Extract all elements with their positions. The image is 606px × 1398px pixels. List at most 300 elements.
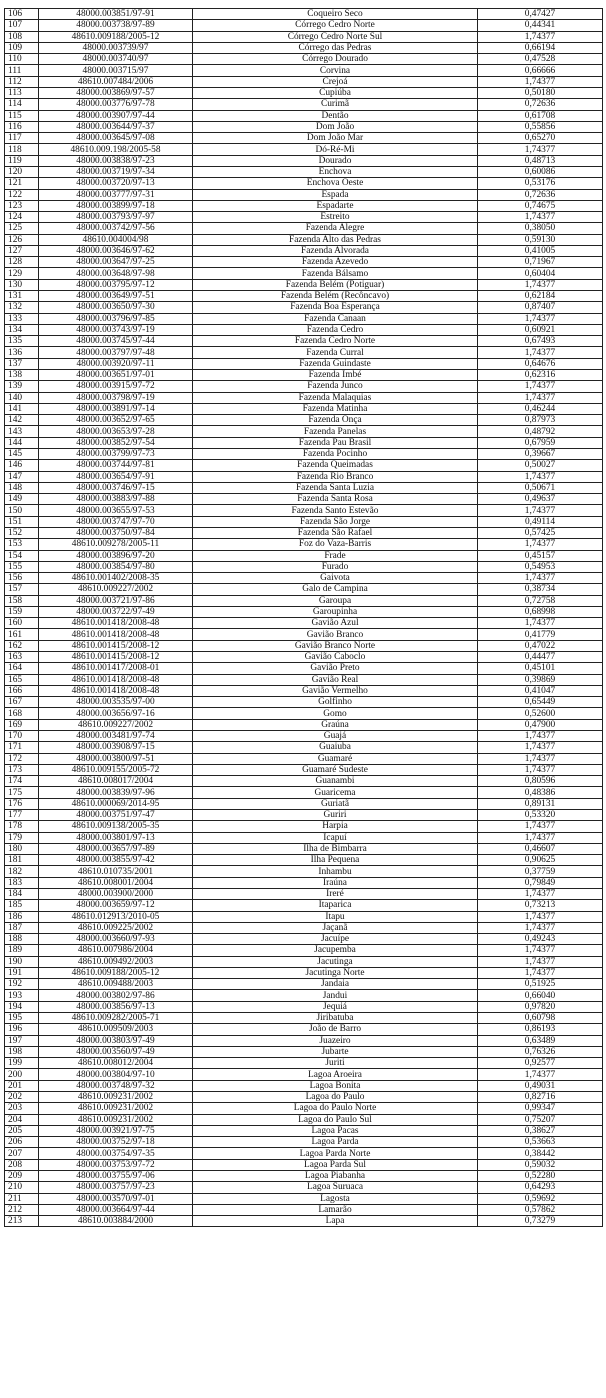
row-number-cell: 175: [5, 787, 39, 798]
row-number-cell: 112: [5, 76, 39, 87]
row-number-cell: 152: [5, 527, 39, 538]
value-cell: 0,41005: [478, 245, 603, 256]
table-row: [5, 843, 603, 854]
value-cell: 0,59130: [478, 234, 603, 245]
process-number-cell: 48610.009231/2002: [39, 1103, 193, 1114]
table-row: [5, 911, 603, 922]
value-cell: 0,48792: [478, 426, 603, 437]
process-number-cell: 48000.003715/97: [39, 65, 193, 76]
value-cell: 1,74377: [478, 212, 603, 223]
row-number-cell: 208: [5, 1159, 39, 1170]
field-name-cell: Icapuí: [193, 832, 478, 843]
field-name-cell: Juazeiro: [193, 1035, 478, 1046]
process-number-cell: 48000.003752/97-18: [39, 1137, 193, 1148]
value-cell: 0,92577: [478, 1058, 603, 1069]
value-cell: 0,51925: [478, 979, 603, 990]
field-name-cell: Enchova: [193, 166, 478, 177]
field-name-cell: Guaricema: [193, 787, 478, 798]
field-name-cell: Fazenda Santa Rosa: [193, 494, 478, 505]
row-number-cell: 180: [5, 843, 39, 854]
data-table: [4, 8, 603, 1227]
value-cell: 0,59692: [478, 1193, 603, 1204]
field-name-cell: Enchova Oeste: [193, 178, 478, 189]
value-cell: 0,38442: [478, 1148, 603, 1159]
table-row: [5, 189, 603, 200]
value-cell: 0,65449: [478, 697, 603, 708]
field-name-cell: Juriti: [193, 1058, 478, 1069]
row-number-cell: 123: [5, 200, 39, 211]
process-number-cell: 48000.003659/97-12: [39, 900, 193, 911]
value-cell: 0,45157: [478, 550, 603, 561]
table-row: [5, 460, 603, 471]
field-name-cell: Itapu: [193, 911, 478, 922]
table-row: [5, 257, 603, 268]
table-row: [5, 809, 603, 820]
table-row: [5, 494, 603, 505]
field-name-cell: Gavião Branco Norte: [193, 640, 478, 651]
row-number-cell: 192: [5, 979, 39, 990]
table-row: [5, 482, 603, 493]
value-cell: 0,60086: [478, 166, 603, 177]
process-number-cell: 48000.003738/97-89: [39, 20, 193, 31]
value-cell: 0,66666: [478, 65, 603, 76]
value-cell: 1,74377: [478, 1069, 603, 1080]
table-row: [5, 1024, 603, 1035]
row-number-cell: 202: [5, 1092, 39, 1103]
process-number-cell: 48000.003535/97-00: [39, 697, 193, 708]
row-number-cell: 127: [5, 245, 39, 256]
value-cell: 0,72636: [478, 189, 603, 200]
table-row: [5, 1103, 603, 1114]
value-cell: 1,74377: [478, 347, 603, 358]
field-name-cell: Fazenda Junco: [193, 381, 478, 392]
process-number-cell: 48610.009509/2003: [39, 1024, 193, 1035]
process-number-cell: 48610.001415/2008-12: [39, 640, 193, 651]
value-cell: 0,65270: [478, 133, 603, 144]
table-row: [5, 866, 603, 877]
row-number-cell: 199: [5, 1058, 39, 1069]
process-number-cell: 48000.003560/97-49: [39, 1046, 193, 1057]
field-name-cell: Lagoa do Paulo Norte: [193, 1103, 478, 1114]
value-cell: 0,62184: [478, 291, 603, 302]
value-cell: 0,82716: [478, 1092, 603, 1103]
table-row: [5, 606, 603, 617]
value-cell: 0,38734: [478, 584, 603, 595]
table-row: [5, 65, 603, 76]
process-number-cell: 48610.001418/2008-48: [39, 618, 193, 629]
row-number-cell: 195: [5, 1013, 39, 1024]
table-row: [5, 1092, 603, 1103]
table-row: [5, 629, 603, 640]
field-name-cell: Fazenda Pau Brasil: [193, 437, 478, 448]
value-cell: 0,47022: [478, 640, 603, 651]
table-row: [5, 20, 603, 31]
table-row: [5, 674, 603, 685]
row-number-cell: 171: [5, 742, 39, 753]
value-cell: 1,74377: [478, 505, 603, 516]
table-row: [5, 155, 603, 166]
process-number-cell: 48610.010735/2001: [39, 866, 193, 877]
table-row: [5, 618, 603, 629]
table-row: [5, 426, 603, 437]
row-number-cell: 133: [5, 313, 39, 324]
table-row: [5, 291, 603, 302]
field-name-cell: Fazenda Cedro: [193, 324, 478, 335]
field-name-cell: Lagoa do Paulo Sul: [193, 1114, 478, 1125]
table-row: [5, 1216, 603, 1227]
process-number-cell: 48000.003804/97-10: [39, 1069, 193, 1080]
table-row: [5, 1182, 603, 1193]
table-row: [5, 471, 603, 482]
value-cell: 0,44341: [478, 20, 603, 31]
field-name-cell: Lamarão: [193, 1204, 478, 1215]
table-row: [5, 934, 603, 945]
table-row: [5, 685, 603, 696]
field-name-cell: Iraúna: [193, 877, 478, 888]
row-number-cell: 132: [5, 302, 39, 313]
row-number-cell: 140: [5, 392, 39, 403]
field-name-cell: Dourado: [193, 155, 478, 166]
process-number-cell: 48000.003748/97-32: [39, 1080, 193, 1091]
field-name-cell: Gavião Real: [193, 674, 478, 685]
field-name-cell: Córrego Cedro Norte Sul: [193, 31, 478, 42]
table-row: [5, 1170, 603, 1181]
value-cell: 0,50671: [478, 482, 603, 493]
field-name-cell: Fazenda Queimadas: [193, 460, 478, 471]
value-cell: 1,74377: [478, 618, 603, 629]
field-name-cell: Fazenda Guindaste: [193, 358, 478, 369]
value-cell: 0,71967: [478, 257, 603, 268]
field-name-cell: Gavião Branco: [193, 629, 478, 640]
process-number-cell: 48610.003884/2000: [39, 1216, 193, 1227]
row-number-cell: 139: [5, 381, 39, 392]
row-number-cell: 174: [5, 776, 39, 787]
process-number-cell: 48000.003753/97-72: [39, 1159, 193, 1170]
row-number-cell: 125: [5, 223, 39, 234]
process-number-cell: 48610.009231/2002: [39, 1114, 193, 1125]
value-cell: 0,80596: [478, 776, 603, 787]
row-number-cell: 193: [5, 990, 39, 1001]
value-cell: 0,66040: [478, 990, 603, 1001]
table-row: [5, 1204, 603, 1215]
table-row: [5, 1148, 603, 1159]
row-number-cell: 117: [5, 133, 39, 144]
value-cell: 0,61708: [478, 110, 603, 121]
table-row: [5, 719, 603, 730]
process-number-cell: 48610.008012/2004: [39, 1058, 193, 1069]
row-number-cell: 183: [5, 877, 39, 888]
field-name-cell: Fazenda Bálsamo: [193, 268, 478, 279]
process-number-cell: 48610.008017/2004: [39, 776, 193, 787]
row-number-cell: 111: [5, 65, 39, 76]
value-cell: 1,74377: [478, 945, 603, 956]
value-cell: 1,74377: [478, 539, 603, 550]
process-number-cell: 48000.003750/97-84: [39, 527, 193, 538]
table-row: [5, 731, 603, 742]
process-number-cell: 48610.001418/2008-48: [39, 685, 193, 696]
value-cell: 1,74377: [478, 76, 603, 87]
process-number-cell: 48000.003645/97-08: [39, 133, 193, 144]
field-name-cell: Jandaia: [193, 979, 478, 990]
field-name-cell: Fazenda Matinha: [193, 403, 478, 414]
table-row: [5, 234, 603, 245]
process-number-cell: 48000.003891/97-14: [39, 403, 193, 414]
field-name-cell: Jacuípe: [193, 934, 478, 945]
value-cell: 1,74377: [478, 742, 603, 753]
row-number-cell: 173: [5, 764, 39, 775]
row-number-cell: 181: [5, 855, 39, 866]
row-number-cell: 167: [5, 697, 39, 708]
field-name-cell: Guriri: [193, 809, 478, 820]
row-number-cell: 176: [5, 798, 39, 809]
row-number-cell: 124: [5, 212, 39, 223]
table-row: [5, 798, 603, 809]
field-name-cell: Córrego Dourado: [193, 54, 478, 65]
field-name-cell: Gomo: [193, 708, 478, 719]
table-row: [5, 595, 603, 606]
process-number-cell: 48000.003656/97-16: [39, 708, 193, 719]
row-number-cell: 143: [5, 426, 39, 437]
process-number-cell: 48000.003852/97-54: [39, 437, 193, 448]
process-number-cell: 48000.003646/97-62: [39, 245, 193, 256]
row-number-cell: 145: [5, 448, 39, 459]
table-row: [5, 922, 603, 933]
table-row: [5, 888, 603, 899]
table-row: [5, 967, 603, 978]
process-number-cell: 48000.003652/97-65: [39, 415, 193, 426]
table-row: [5, 76, 603, 87]
value-cell: 0,53176: [478, 178, 603, 189]
value-cell: 0,89131: [478, 798, 603, 809]
table-row: [5, 448, 603, 459]
process-number-cell: 48000.003777/97-31: [39, 189, 193, 200]
value-cell: 0,60921: [478, 324, 603, 335]
field-name-cell: Guriatã: [193, 798, 478, 809]
value-cell: 0,66194: [478, 42, 603, 53]
table-row: [5, 415, 603, 426]
row-number-cell: 182: [5, 866, 39, 877]
process-number-cell: 48000.003743/97-19: [39, 324, 193, 335]
table-row: [5, 370, 603, 381]
value-cell: 0,72636: [478, 99, 603, 110]
process-number-cell: 48000.003654/97-91: [39, 471, 193, 482]
process-number-cell: 48000.003744/97-81: [39, 460, 193, 471]
field-name-cell: Fazenda Curral: [193, 347, 478, 358]
process-number-cell: 48000.003851/97-91: [39, 9, 193, 20]
process-number-cell: 48000.003799/97-73: [39, 448, 193, 459]
table-row: [5, 178, 603, 189]
value-cell: 1,74377: [478, 753, 603, 764]
table-row: [5, 956, 603, 967]
value-cell: 0,73213: [478, 900, 603, 911]
field-name-cell: Frade: [193, 550, 478, 561]
table-row: [5, 900, 603, 911]
process-number-cell: 48610.012913/2010-05: [39, 911, 193, 922]
table-row: [5, 573, 603, 584]
process-number-cell: 48000.003907/97-44: [39, 110, 193, 121]
table-row: [5, 539, 603, 550]
value-cell: 1,74377: [478, 471, 603, 482]
process-number-cell: 48000.003644/97-37: [39, 121, 193, 132]
process-number-cell: 48000.003739/97: [39, 42, 193, 53]
row-number-cell: 134: [5, 324, 39, 335]
process-number-cell: 48610.009225/2002: [39, 922, 193, 933]
value-cell: 0,64293: [478, 1182, 603, 1193]
row-number-cell: 150: [5, 505, 39, 516]
row-number-cell: 209: [5, 1170, 39, 1181]
table-row: [5, 584, 603, 595]
process-number-cell: 48610.009188/2005-12: [39, 967, 193, 978]
process-number-cell: 48610.009227/2002: [39, 719, 193, 730]
process-number-cell: 48000.003795/97-12: [39, 279, 193, 290]
value-cell: 1,74377: [478, 911, 603, 922]
process-number-cell: 48000.003746/97-15: [39, 482, 193, 493]
process-number-cell: 48000.003745/97-44: [39, 336, 193, 347]
field-name-cell: Dom João: [193, 121, 478, 132]
value-cell: 0,87407: [478, 302, 603, 313]
table-row: [5, 245, 603, 256]
table-row: [5, 87, 603, 98]
value-cell: 1,74377: [478, 731, 603, 742]
process-number-cell: 48000.003899/97-18: [39, 200, 193, 211]
value-cell: 0,57862: [478, 1204, 603, 1215]
field-name-cell: João de Barro: [193, 1024, 478, 1035]
row-number-cell: 120: [5, 166, 39, 177]
value-cell: 0,47528: [478, 54, 603, 65]
process-number-cell: 48610.000069/2014-95: [39, 798, 193, 809]
table-row: [5, 1001, 603, 1012]
table-row: [5, 561, 603, 572]
process-number-cell: 48610.001418/2008-48: [39, 674, 193, 685]
value-cell: 1,74377: [478, 144, 603, 155]
field-name-cell: Foz do Vaza-Barris: [193, 539, 478, 550]
row-number-cell: 177: [5, 809, 39, 820]
row-number-cell: 154: [5, 550, 39, 561]
field-name-cell: Espada: [193, 189, 478, 200]
row-number-cell: 207: [5, 1148, 39, 1159]
field-name-cell: Galo de Campina: [193, 584, 478, 595]
table-row: [5, 1193, 603, 1204]
table-row: [5, 336, 603, 347]
field-name-cell: Coqueiro Seco: [193, 9, 478, 20]
process-number-cell: 48000.003869/97-57: [39, 87, 193, 98]
field-name-cell: Fazenda Santo Estevão: [193, 505, 478, 516]
field-name-cell: Lagosta: [193, 1193, 478, 1204]
field-name-cell: Fazenda Belém (Potiguar): [193, 279, 478, 290]
table-row: [5, 1159, 603, 1170]
row-number-cell: 191: [5, 967, 39, 978]
process-number-cell: 48610.009231/2002: [39, 1092, 193, 1103]
value-cell: 0,39667: [478, 448, 603, 459]
process-number-cell: 48000.003883/97-88: [39, 494, 193, 505]
table-row: [5, 742, 603, 753]
row-number-cell: 206: [5, 1137, 39, 1148]
process-number-cell: 48610.009227/2002: [39, 584, 193, 595]
field-name-cell: Córrego Cedro Norte: [193, 20, 478, 31]
value-cell: 0,59032: [478, 1159, 603, 1170]
field-name-cell: Lagoa Pacas: [193, 1125, 478, 1136]
field-name-cell: Jandui: [193, 990, 478, 1001]
process-number-cell: 48000.003896/97-20: [39, 550, 193, 561]
table-row: [5, 212, 603, 223]
table-row: [5, 313, 603, 324]
process-number-cell: 48000.003776/97-78: [39, 99, 193, 110]
row-number-cell: 158: [5, 595, 39, 606]
value-cell: 0,52280: [478, 1170, 603, 1181]
row-number-cell: 128: [5, 257, 39, 268]
field-name-cell: Fazenda Panelas: [193, 426, 478, 437]
process-number-cell: 48000.003742/97-56: [39, 223, 193, 234]
field-name-cell: Fazenda Alegre: [193, 223, 478, 234]
table-row: [5, 753, 603, 764]
field-name-cell: Fazenda Belém (Recôncavo): [193, 291, 478, 302]
row-number-cell: 197: [5, 1035, 39, 1046]
field-name-cell: Ilha Pequena: [193, 855, 478, 866]
process-number-cell: 48610.001417/2008-01: [39, 663, 193, 674]
row-number-cell: 157: [5, 584, 39, 595]
process-number-cell: 48610.009282/2005-71: [39, 1013, 193, 1024]
process-number-cell: 48610.001418/2008-48: [39, 629, 193, 640]
value-cell: 0,73279: [478, 1216, 603, 1227]
process-number-cell: 48000.003920/97-11: [39, 358, 193, 369]
process-number-cell: 48000.003719/97-34: [39, 166, 193, 177]
table-row: [5, 31, 603, 42]
row-number-cell: 106: [5, 9, 39, 20]
field-name-cell: Lapa: [193, 1216, 478, 1227]
process-number-cell: 48000.003722/97-49: [39, 606, 193, 617]
table-row: [5, 324, 603, 335]
process-number-cell: 48610.009138/2005-35: [39, 821, 193, 832]
table-row: [5, 42, 603, 53]
value-cell: 0,90625: [478, 855, 603, 866]
process-number-cell: 48000.003570/97-01: [39, 1193, 193, 1204]
table-row: [5, 392, 603, 403]
row-number-cell: 115: [5, 110, 39, 121]
field-name-cell: Gavião Azul: [193, 618, 478, 629]
row-number-cell: 114: [5, 99, 39, 110]
table-row: [5, 945, 603, 956]
process-number-cell: 48000.003757/97-23: [39, 1182, 193, 1193]
process-number-cell: 48000.003481/97-74: [39, 731, 193, 742]
row-number-cell: 200: [5, 1069, 39, 1080]
row-number-cell: 118: [5, 144, 39, 155]
row-number-cell: 146: [5, 460, 39, 471]
row-number-cell: 156: [5, 573, 39, 584]
row-number-cell: 189: [5, 945, 39, 956]
field-name-cell: Lagoa Parda Norte: [193, 1148, 478, 1159]
process-number-cell: 48000.003655/97-53: [39, 505, 193, 516]
table-row: [5, 990, 603, 1001]
value-cell: 1,74377: [478, 313, 603, 324]
value-cell: 1,74377: [478, 922, 603, 933]
table-row: [5, 697, 603, 708]
process-number-cell: 48610.009488/2003: [39, 979, 193, 990]
process-number-cell: 48000.003793/97-97: [39, 212, 193, 223]
field-name-cell: Fazenda Alto das Pedras: [193, 234, 478, 245]
field-name-cell: Fazenda Alvorada: [193, 245, 478, 256]
field-name-cell: Inhambu: [193, 866, 478, 877]
process-number-cell: 48000.003721/97-86: [39, 595, 193, 606]
row-number-cell: 188: [5, 934, 39, 945]
table-row: [5, 708, 603, 719]
field-name-cell: Gaivota: [193, 573, 478, 584]
table-row: [5, 652, 603, 663]
value-cell: 0,68998: [478, 606, 603, 617]
process-number-cell: 48610.009155/2005-72: [39, 764, 193, 775]
table-row: [5, 1080, 603, 1091]
process-number-cell: 48610.009.198/2005-58: [39, 144, 193, 155]
value-cell: 0,99347: [478, 1103, 603, 1114]
